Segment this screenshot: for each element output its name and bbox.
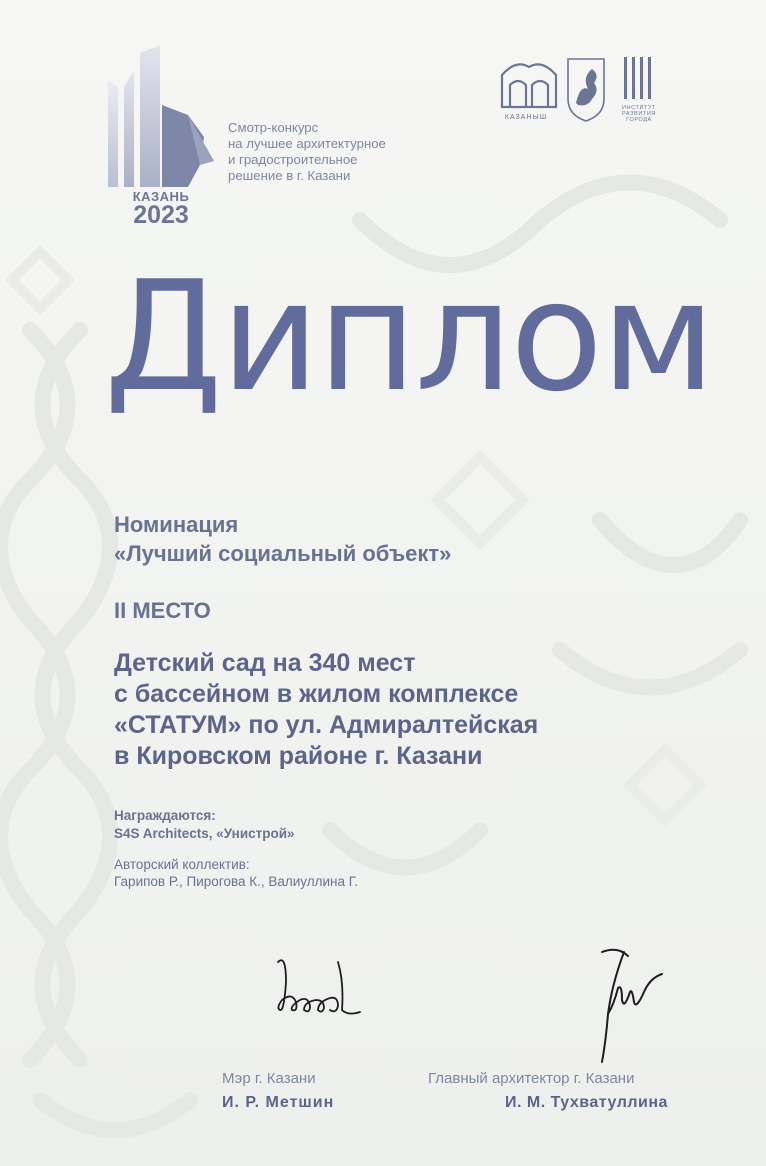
kazanysh-label: КАЗАНЫШ bbox=[504, 114, 548, 121]
contest-line: на лучшее архитектурное bbox=[228, 136, 386, 151]
institute-label-line: ИНСТИТУТ bbox=[621, 105, 657, 111]
project-line: с бассейном в жилом комплексе bbox=[114, 680, 519, 708]
institute-label bbox=[617, 105, 661, 123]
project-line: «СТАТУМ» по ул. Адмиралтейская bbox=[114, 711, 539, 739]
mayor-signature bbox=[268, 952, 368, 1022]
city-development-institute-logo-icon bbox=[624, 57, 651, 99]
logo-city-label: КАЗАНЬ bbox=[132, 189, 190, 204]
chief-architect-name: И. М. Тухватуллина bbox=[505, 1094, 668, 1111]
contest-line: и градостроительное bbox=[228, 152, 358, 167]
authors-value: Гарипов Р., Пирогова К., Валиуллина Г. bbox=[114, 874, 359, 889]
mayor-name: И. Р. Метшин bbox=[222, 1094, 335, 1111]
document-title: Диплом bbox=[104, 248, 714, 425]
project-description bbox=[114, 648, 538, 772]
institute-label-line: РАЗВИТИЯ bbox=[622, 111, 656, 117]
authors-label: Авторский коллектив: bbox=[114, 857, 250, 872]
mayor-role: Мэр г. Казани bbox=[222, 1070, 316, 1087]
project-line: в Кировском районе г. Казани bbox=[114, 742, 483, 770]
contest-logo-icon bbox=[104, 45, 216, 195]
chief-architect-signature bbox=[578, 944, 670, 1066]
chief-architect-role: Главный архитектор г. Казани bbox=[428, 1070, 635, 1087]
nomination-label: Номинация bbox=[114, 512, 239, 537]
institute-label-line: ГОРОДА bbox=[626, 117, 652, 123]
place-label: II МЕСТО bbox=[114, 598, 211, 623]
logo-year-label: 2023 bbox=[133, 201, 189, 229]
nomination-name: «Лучший социальный объект» bbox=[114, 541, 452, 566]
awarded-label: Награждаются: bbox=[114, 808, 216, 823]
contest-description bbox=[228, 120, 428, 184]
awarded-value: S4S Architects, «Унистрой» bbox=[114, 826, 295, 841]
nomination-block bbox=[114, 510, 451, 568]
contest-line: Смотр-конкурс bbox=[228, 120, 319, 135]
contest-line: решение в г. Казани bbox=[228, 168, 351, 183]
kazanysh-logo-icon bbox=[502, 64, 556, 107]
kazan-coat-of-arms-icon bbox=[568, 59, 604, 121]
project-line: Детский сад на 340 мест bbox=[114, 649, 416, 677]
